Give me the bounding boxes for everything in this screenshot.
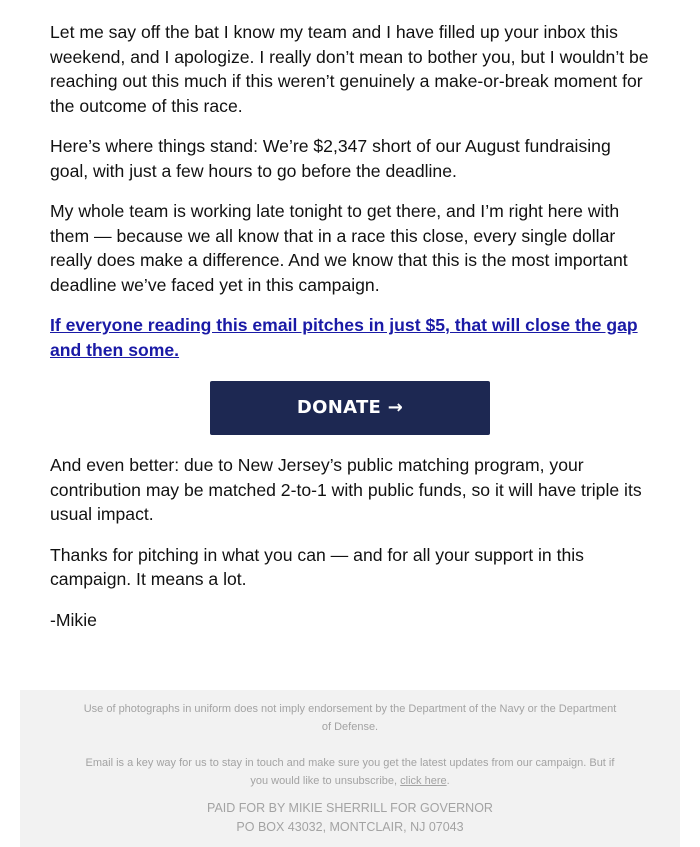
message-content	[50, 20, 650, 632]
paragraph-matching: And even better: due to New Jersey’s public matching program, your contribution may be matched 2-to-1 with public funds, so it will have triple its usual impact.	[50, 455, 642, 524]
paragraph-apology: Let me say off the bat I know my team and I have filled up your inbox this weekend, and I apologize. I really don’t mean to bother you, but I wouldn’t be reaching out this much if this weren’t genuinely a make-or-break moment for the outcome of this race.	[50, 22, 649, 116]
cta-paragraph	[50, 313, 650, 362]
paragraph-shortfall: Here’s where things stand: We’re $2,347 short of our August fundraising goal, with just a few hours to go before the deadline.	[50, 136, 611, 181]
email-footer	[20, 690, 680, 847]
paragraph-thanks: Thanks for pitching in what you can — and for all your support in this campaign. It means a lot.	[50, 544, 584, 589]
donate-text-link[interactable]: If everyone reading this email pitches in just $5, that will close the gap and then some.	[50, 315, 638, 360]
paragraph-team: My whole team is working late tonight to get there, and I’m right here with them — because we all know that in a race this close, every single dollar really does make a difference. And we know that this is the most important deadline we’ve faced yet in this campaign.	[50, 201, 628, 295]
footer-paid-for	[20, 799, 680, 837]
unsubscribe-end: .	[446, 775, 450, 787]
footer-unsubscribe-note	[80, 754, 620, 790]
paid-for-line: PAID FOR BY MIKIE SHERRILL FOR GOVERNOR	[207, 801, 493, 815]
donate-button[interactable]: DONATE →	[210, 381, 490, 435]
mailing-address: PO BOX 43032, MONTCLAIR, NJ 07043	[236, 820, 464, 834]
signature: -Mikie	[50, 609, 97, 630]
unsubscribe-text: Email is a key way for us to stay in touch and make sure you get the latest updates from our campaign. But if you would like to unsubscribe,	[85, 757, 615, 787]
unsubscribe-link[interactable]: click here	[400, 775, 447, 787]
donate-button-row	[50, 381, 650, 435]
footer-disclaimer: Use of photographs in uniform does not imply endorsement by the Department of the Navy or the Department of Defense.	[83, 703, 617, 733]
